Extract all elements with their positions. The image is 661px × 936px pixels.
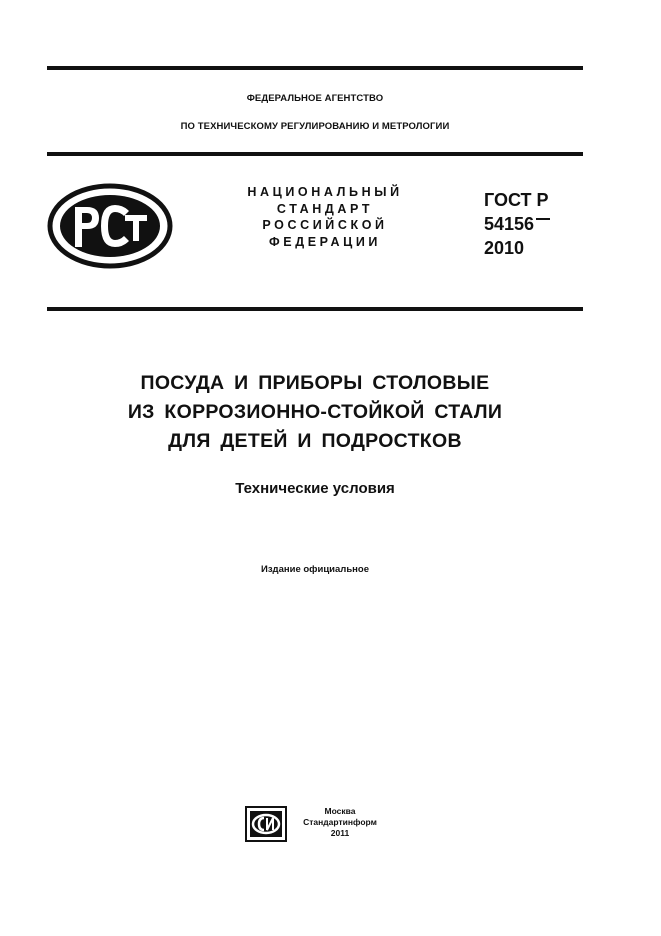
title-line-2: ИЗ КОРРОЗИОННО-СТОЙКОЙ СТАЛИ <box>127 401 503 423</box>
document-title <box>47 369 583 456</box>
designation-dash <box>536 218 550 220</box>
publisher-year: 2011 <box>330 828 350 838</box>
edition-note: Издание официальное <box>261 564 369 575</box>
standard-word-3: РОССИЙСКОЙ <box>262 218 388 232</box>
standard-word-2: СТАНДАРТ <box>276 201 374 216</box>
gost-r-logo <box>47 183 173 269</box>
top-rule <box>47 66 583 70</box>
header-rule <box>47 152 583 156</box>
publisher-block <box>294 806 386 839</box>
title-line-3: ДЛЯ ДЕТЕЙ И ПОДРОСТКОВ <box>168 430 462 452</box>
standard-word-4: ФЕДЕРАЦИИ <box>268 234 381 249</box>
standard-designation <box>484 188 550 260</box>
designation-line-2 <box>484 212 550 236</box>
title-line-1: ПОСУДА И ПРИБОРЫ СТОЛОВЫЕ <box>140 372 490 394</box>
standard-word-1: НАЦИОНАЛЬНЫЙ <box>247 185 403 199</box>
national-standard-words <box>225 184 425 250</box>
agency-line-2: ПО ТЕХНИЧЕСКОМУ РЕГУЛИРОВАНИЮ И МЕТРОЛОГИИ <box>180 121 450 132</box>
designation-year: 2010 <box>484 238 525 258</box>
publisher-city: Москва <box>324 806 356 816</box>
block-rule <box>47 307 583 311</box>
document-subtitle: Технические условия <box>235 480 395 497</box>
agency-line-1: ФЕДЕРАЛЬНОЕ АГЕНТСТВО <box>246 93 384 104</box>
designation-line-1: ГОСТ Р <box>484 190 549 210</box>
publisher-name: Стандартинформ <box>303 817 377 827</box>
standartinform-logo <box>245 806 287 842</box>
designation-number: 54156 <box>484 214 535 234</box>
